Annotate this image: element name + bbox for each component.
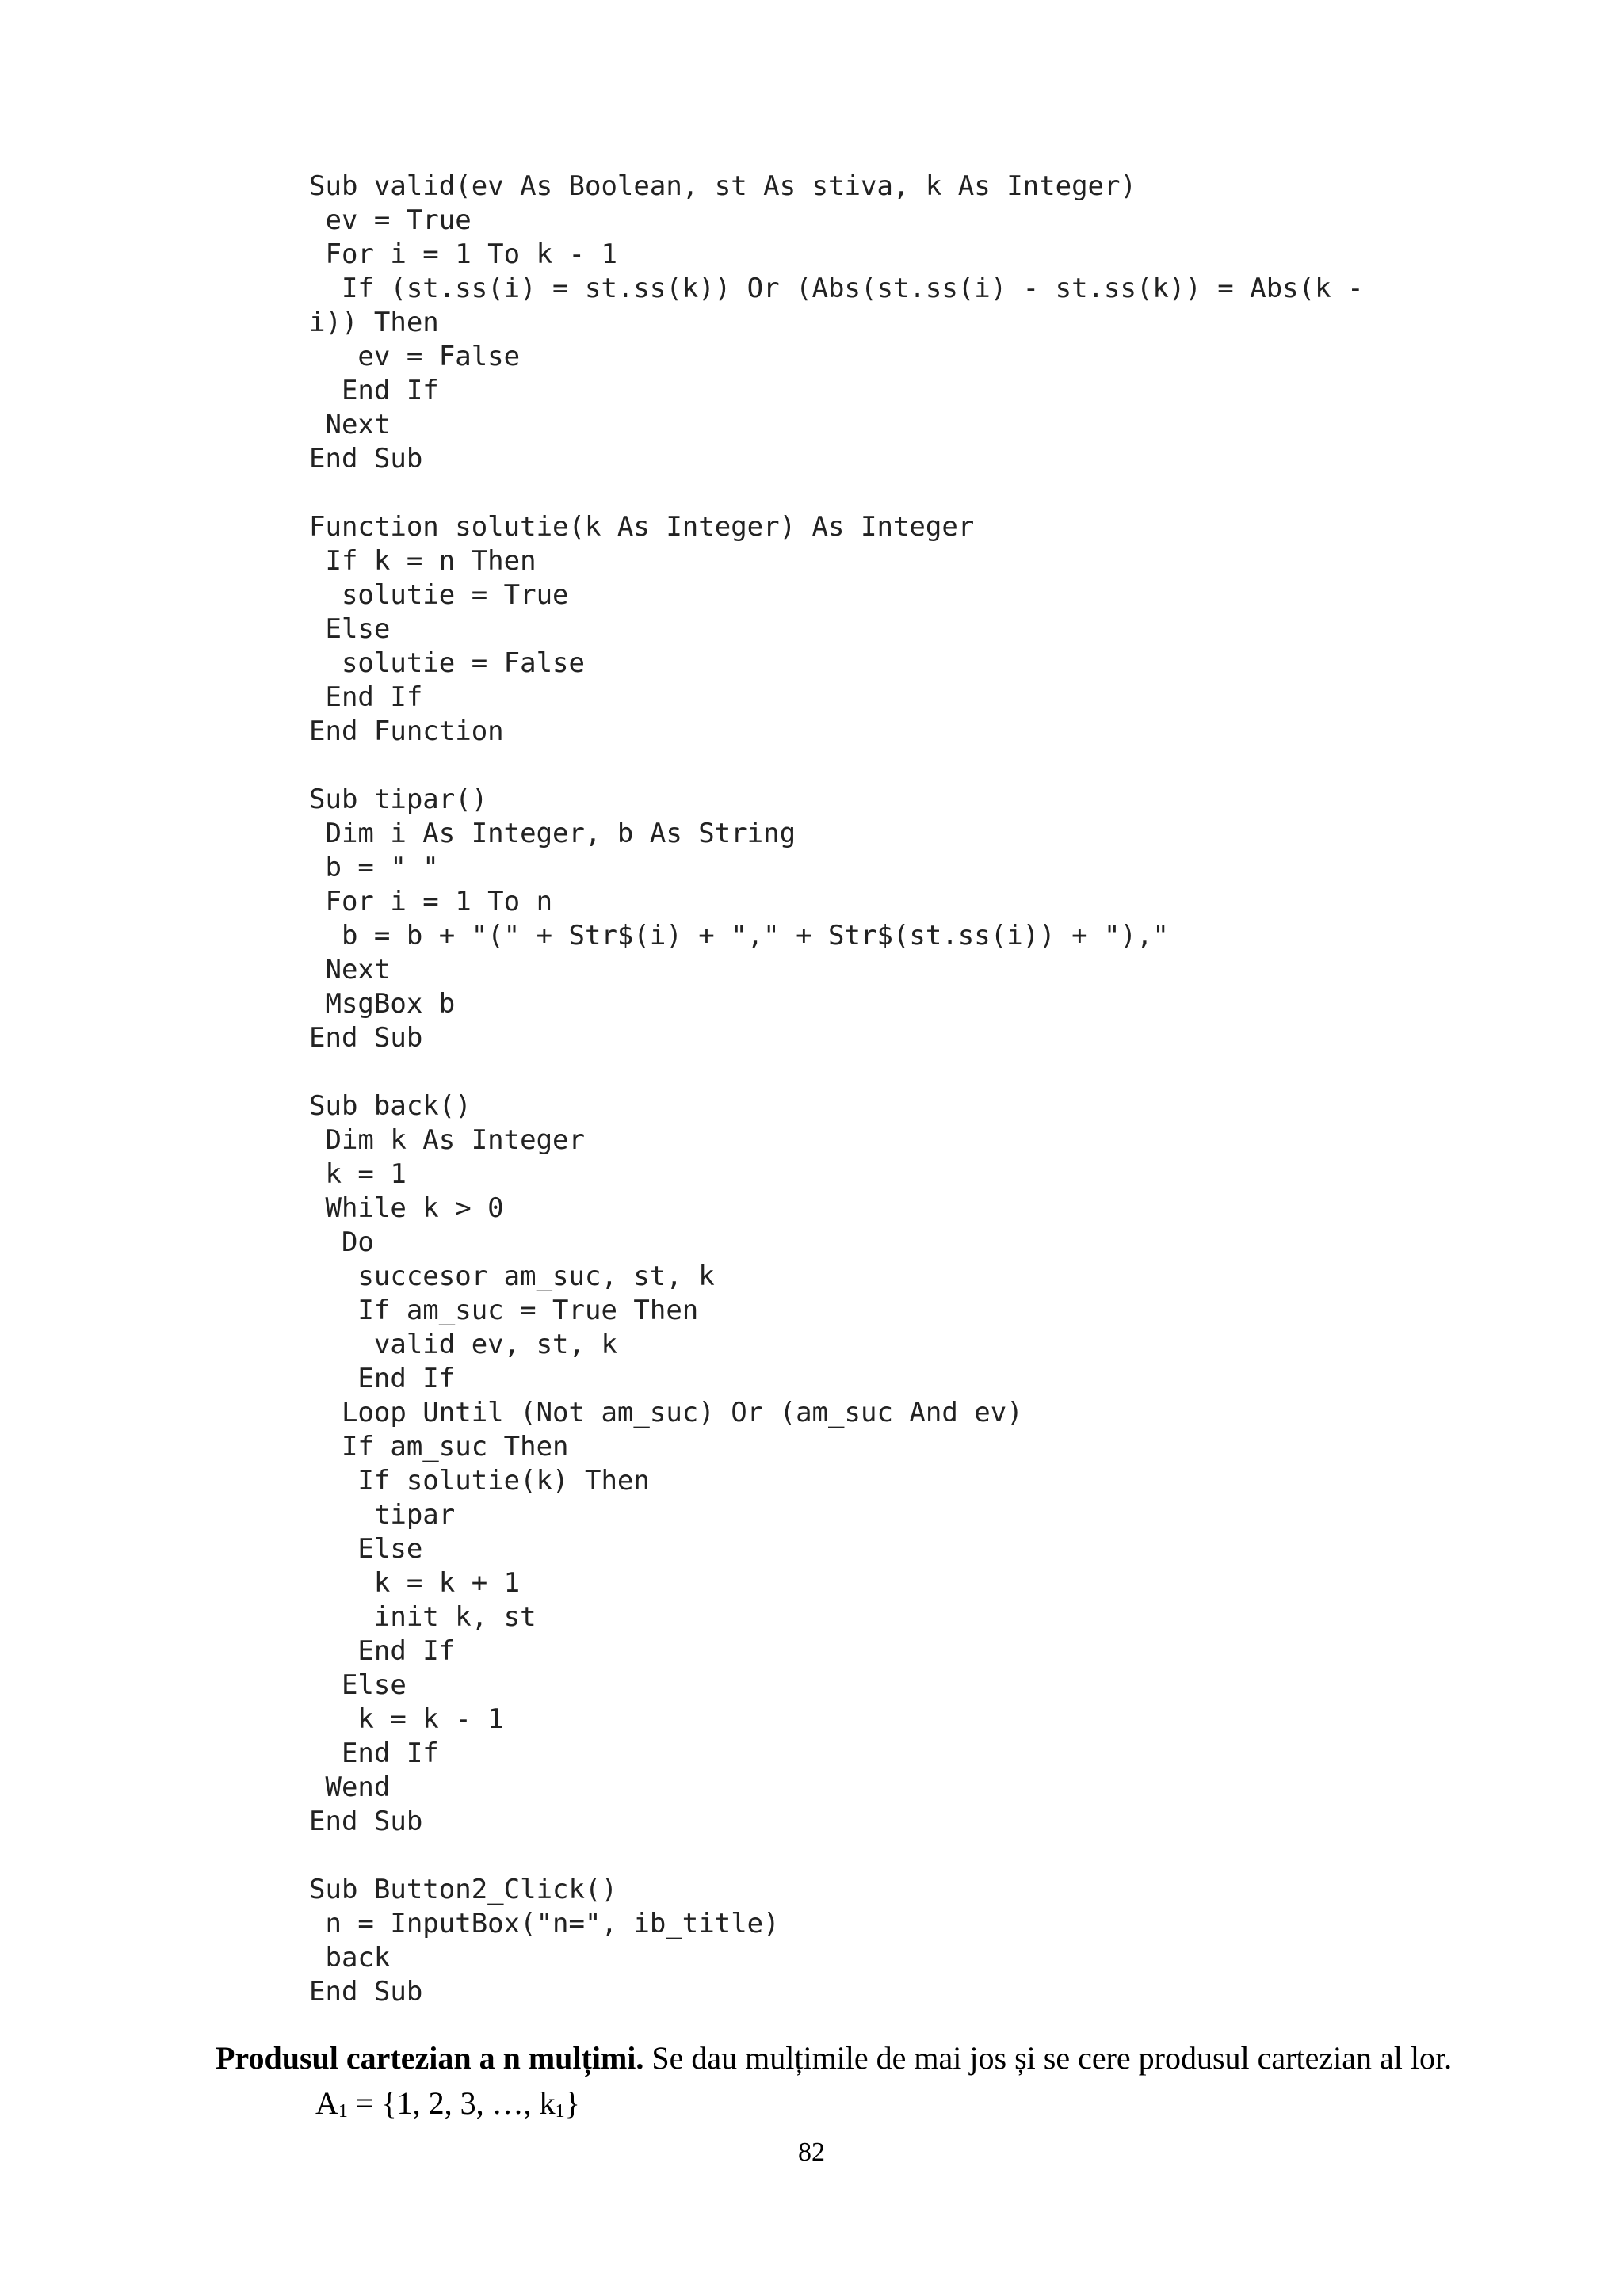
set-definition [315,2084,580,2131]
code-line: Else [309,1669,407,1701]
code-line: k = 1 [309,1158,407,1190]
code-line: Sub Button2_Click() [309,1874,617,1905]
code-line: End If [309,375,439,406]
code-line: solutie = False [309,647,585,679]
code-line: Dim i As Integer, b As String [309,818,796,849]
code-line: b = b + "(" + Str$(i) + "," + Str$(st.ss(i)) + ")," [309,920,1169,952]
code-line: If k = n Then [309,545,537,577]
code-line: n = InputBox("n=", ib_title) [309,1908,780,1939]
code-line: ev = False [309,341,521,372]
code-line: If am_suc Then [309,1431,569,1463]
section-heading: Produsul cartezian a n mulțimi. [216,2040,644,2076]
code-line: Sub tipar() [309,784,488,815]
code-line: End Sub [309,443,423,475]
code-line: succesor am_suc, st, k [309,1261,715,1292]
page-number: 82 [798,2138,825,2167]
code-line: Loop Until (Not am_suc) Or (am_suc And ev) [309,1397,1023,1428]
code-line: Sub back() [309,1090,472,1122]
code-line [309,749,1545,783]
code-line: Else [309,1533,423,1565]
code-line [309,1055,1545,1089]
code-line: End Sub [309,1806,423,1837]
code-line: k = k - 1 [309,1703,504,1735]
code-line: Else [309,613,391,645]
set-elements: = {1, 2, 3, …, k [347,2085,556,2121]
code-line: Sub valid(ev As Boolean, st As stiva, k As Integer) [309,170,1136,202]
code-line: Next [309,409,391,441]
code-line: tipar [309,1499,456,1531]
code-line: End If [309,1737,439,1769]
section-text: Se dau mulțimile de mai jos și se cere produsul cartezian al lor. [643,2040,1453,2076]
code-line: If (st.ss(i) = st.ss(k)) Or (Abs(st.ss(i) - st.ss(k)) = Abs(k - [309,273,1364,304]
code-line: While k > 0 [309,1192,504,1224]
code-line: b = " " [309,852,439,883]
code-line [309,476,1545,510]
code-line: ev = True [309,204,472,236]
code-line: back [309,1942,391,1974]
code-line: MsgBox b [309,988,456,1020]
code-line: End If [309,1635,456,1667]
code-line: If solutie(k) Then [309,1465,650,1497]
section-paragraph [216,2039,1579,2078]
code-listing [309,170,1545,2009]
set-close-brace: } [564,2085,580,2121]
code-line: init k, st [309,1601,537,1633]
set-index: 1 [338,2101,348,2122]
code-line: End Sub [309,1976,423,2008]
set-bound-index: 1 [555,2101,565,2122]
code-line: End Function [309,715,504,747]
code-line: If am_suc = True Then [309,1295,699,1326]
code-line: Next [309,954,391,986]
code-line: solutie = True [309,579,569,611]
code-line: valid ev, st, k [309,1329,617,1360]
code-line: i)) Then [309,307,439,338]
code-line: For i = 1 To n [309,886,553,917]
code-line: Dim k As Integer [309,1124,585,1156]
code-line: End If [309,681,423,713]
code-line: Function solutie(k As Integer) As Integer [309,511,975,543]
set-name: A [315,2085,338,2121]
code-line: End Sub [309,1022,423,1054]
code-line: End If [309,1363,456,1394]
code-line [309,1839,1545,1873]
code-line: k = k + 1 [309,1567,521,1599]
code-line: Wend [309,1772,391,1803]
code-line: For i = 1 To k - 1 [309,238,617,270]
code-line: Do [309,1226,374,1258]
